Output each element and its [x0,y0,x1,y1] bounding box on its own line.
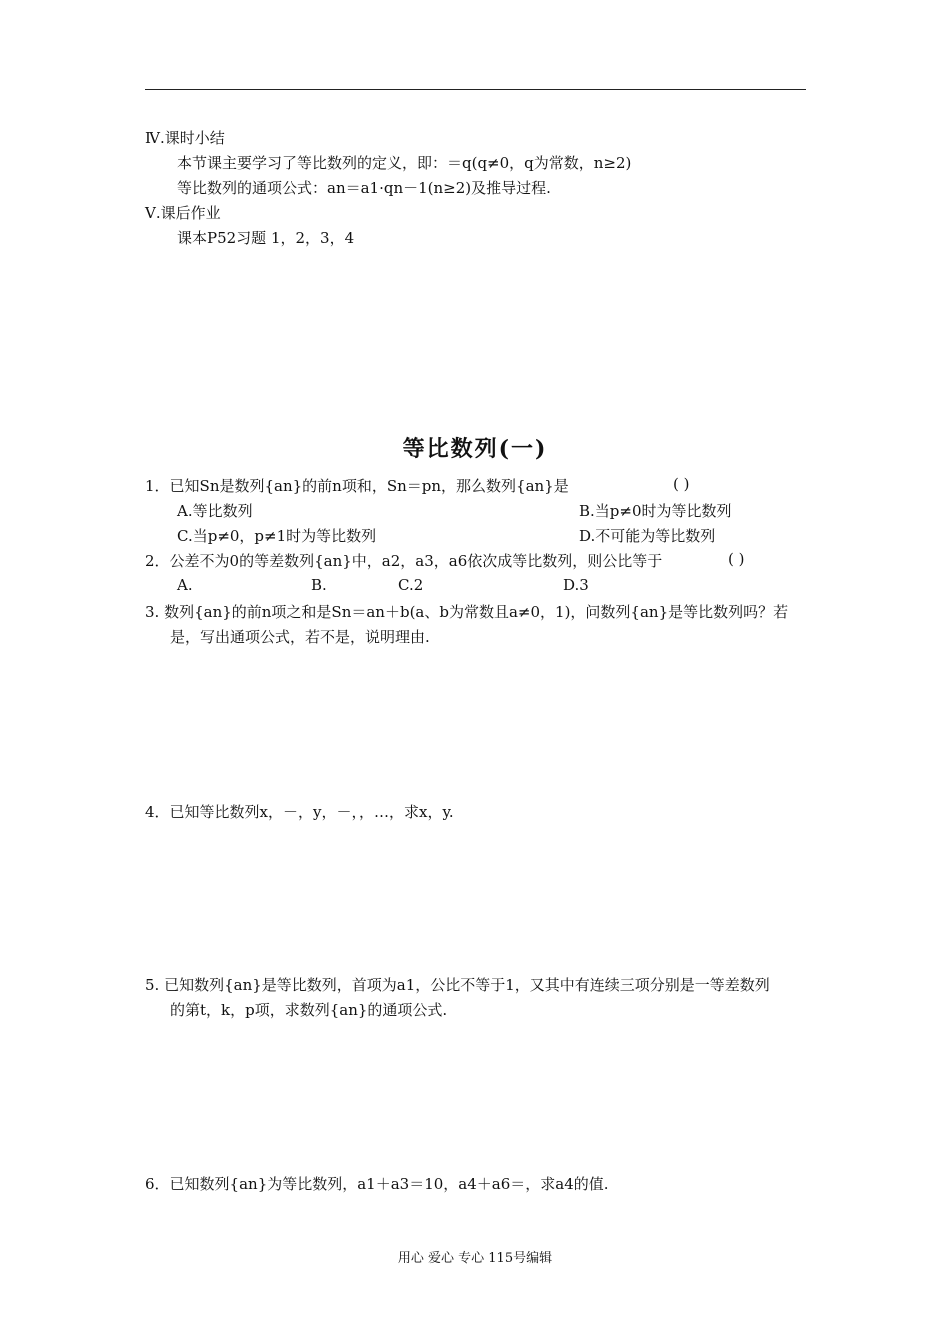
q6-stem: 6．已知数列{an}为等比数列，a1＋a3＝10，a4＋a6＝，求a4的值. [145,1175,609,1193]
header-rule [145,89,806,90]
q5-line-1: 5. 已知数列{an}是等比数列，首项为a1，公比不等于1，又其中有连续三项分别是一等差数列 [145,976,770,994]
q4-stem: 4．已知等比数列x，－，y，－，，…，求x，y. [145,803,454,821]
q2-stem: 2．公差不为0的等差数列{an}中，a2，a3，a6依次成等比数列，则公比等于 [145,552,663,570]
q1-option-c: C.当p≠0，p≠1时为等比数列 [177,527,377,545]
summary-line-definition: 本节课主要学习了等比数列的定义，即：＝q(q≠0，q为常数，n≥2) [177,154,632,172]
q3-line-1: 3. 数列{an}的前n项之和是Sn＝an＋b(a、b为常数且a≠0，1)，问数列{an}是等比数列吗？若 [145,603,789,621]
q5-line-2: 的第t，k，p项，求数列{an}的通项公式. [170,1001,448,1019]
q2-option-b: B. [311,576,327,594]
q2-option-c: C.2 [398,576,424,594]
q3-line-2: 是，写出通项公式，若不是，说明理由. [170,628,430,646]
page-footer: 用心 爱心 专心 115号编辑 [397,1251,553,1266]
homework-heading: Ⅴ.课后作业 [145,204,221,222]
q2-answer-paren: ( ) [728,550,745,568]
q2-option-a: A. [177,576,193,594]
q1-stem: 1．已知Sn是数列{an}的前n项和，Sn＝pn，那么数列{an}是 [145,477,569,495]
q1-option-d: D.不可能为等比数列 [579,527,716,545]
summary-line-formula: 等比数列的通项公式：an＝a1·qn－1(n≥2)及推导过程. [177,179,551,197]
exercise-title: 等比数列(一) [402,436,548,462]
q2-option-d: D.3 [563,576,589,594]
q1-answer-paren: ( ) [673,475,690,493]
summary-heading: Ⅳ.课时小结 [145,129,225,147]
homework-line: 课本P52习题 1，2，3，4 [177,229,355,247]
q1-option-a: A.等比数列 [177,502,253,520]
q1-option-b: B.当p≠0时为等比数列 [579,502,732,520]
